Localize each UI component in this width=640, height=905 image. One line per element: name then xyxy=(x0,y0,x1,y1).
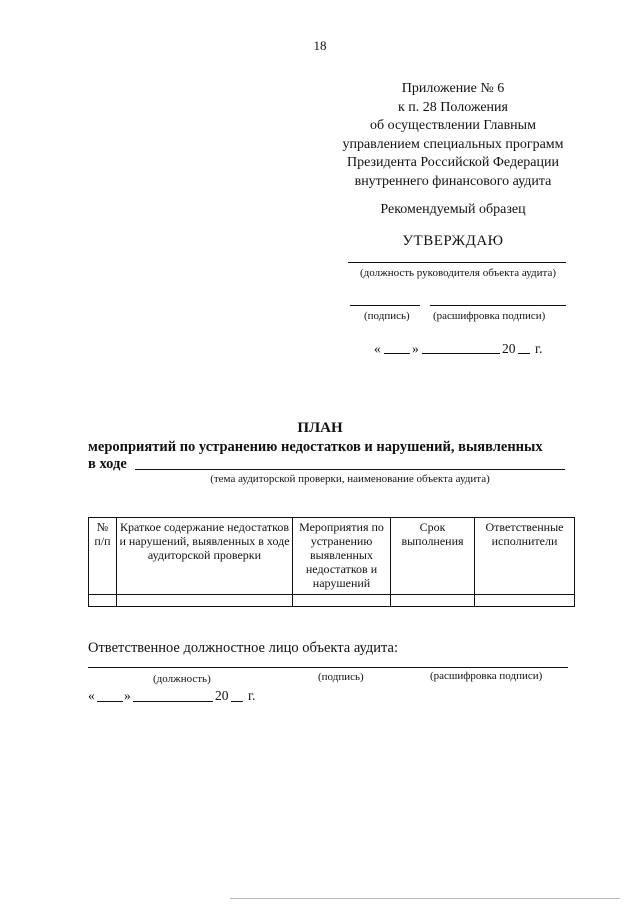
approve-signature-caption: (подпись) xyxy=(364,310,410,322)
approve-decoding-line xyxy=(430,305,566,306)
approve-date-year-prefix: 20 xyxy=(502,341,516,356)
responsible-date-month-line xyxy=(133,701,213,702)
responsible-date-year-suffix: г. xyxy=(248,688,256,703)
responsible-label: Ответственное должностное лицо объекта аудита: xyxy=(88,640,398,656)
table-header-deadline: Срок выполнения xyxy=(391,518,475,595)
approve-title: УТВЕРЖДАЮ xyxy=(402,233,504,249)
appendix-line: об осуществлении Главным xyxy=(370,118,536,134)
approve-position-line xyxy=(348,262,566,263)
table-header-responsible: Ответственные исполнители xyxy=(475,518,575,595)
table-cell xyxy=(293,595,391,607)
table-header-row xyxy=(89,518,575,595)
appendix-line: управлением специальных программ xyxy=(342,136,564,152)
table-header-number: № п/п xyxy=(89,518,117,595)
plan-subtitle-line1: мероприятий по устранению недостатков и нарушений, выявленных xyxy=(88,439,543,455)
approve-date-close-quote: » xyxy=(412,341,419,356)
approve-date-day-line xyxy=(384,353,410,354)
approve-decoding-caption: (расшифровка подписи) xyxy=(433,310,546,322)
plan-subtitle-line2-prefix: в ходе xyxy=(88,456,127,472)
table-header-description: Краткое содержание недостатков и нарушений, выявленных в ходе аудиторской проверки xyxy=(117,518,293,595)
approve-date-year-line xyxy=(518,353,530,354)
recommended-sample-label: Рекомендуемый образец xyxy=(380,202,526,217)
responsible-date-year-line xyxy=(231,701,243,702)
responsible-signature-caption: (подпись) xyxy=(318,671,364,683)
approve-date-open-quote: « xyxy=(374,341,381,356)
plan-title: ПЛАН xyxy=(297,420,343,436)
appendix-line: внутреннего финансового аудита xyxy=(354,173,552,189)
approve-date-month-line xyxy=(422,353,500,354)
plan-topic-line xyxy=(135,469,565,470)
table-row xyxy=(89,595,575,607)
table-cell xyxy=(475,595,575,607)
plan-topic-caption: (тема аудиторской проверки, наименование объекта аудита) xyxy=(210,473,490,485)
approve-date-year-suffix: г. xyxy=(535,341,543,356)
page-bottom-edge xyxy=(230,898,620,899)
page-number: 18 xyxy=(313,38,327,53)
responsible-date-day-line xyxy=(97,701,123,702)
table-header-measures: Мероприятия по устранению выявленных недостатков и нарушений xyxy=(293,518,391,595)
table-cell xyxy=(391,595,475,607)
responsible-date-open-quote: « xyxy=(88,688,95,703)
table-cell xyxy=(117,595,293,607)
appendix-line: Приложение № 6 xyxy=(401,81,505,96)
responsible-date-year-prefix: 20 xyxy=(215,688,229,703)
table-cell xyxy=(89,595,117,607)
approve-signature-line xyxy=(350,305,420,306)
appendix-header xyxy=(318,80,588,192)
responsible-signature-line xyxy=(88,667,568,668)
responsible-date-close-quote: » xyxy=(124,688,131,703)
appendix-line: к п. 28 Положения xyxy=(398,99,508,115)
approve-position-caption: (должность руководителя объекта аудита) xyxy=(359,267,556,279)
responsible-decoding-caption: (расшифровка подписи) xyxy=(430,670,543,682)
plan-table xyxy=(88,517,575,607)
plan-subtitle xyxy=(88,439,568,473)
appendix-line: Президента Российской Федерации xyxy=(347,155,559,171)
responsible-position-caption: (должность) xyxy=(153,673,211,685)
